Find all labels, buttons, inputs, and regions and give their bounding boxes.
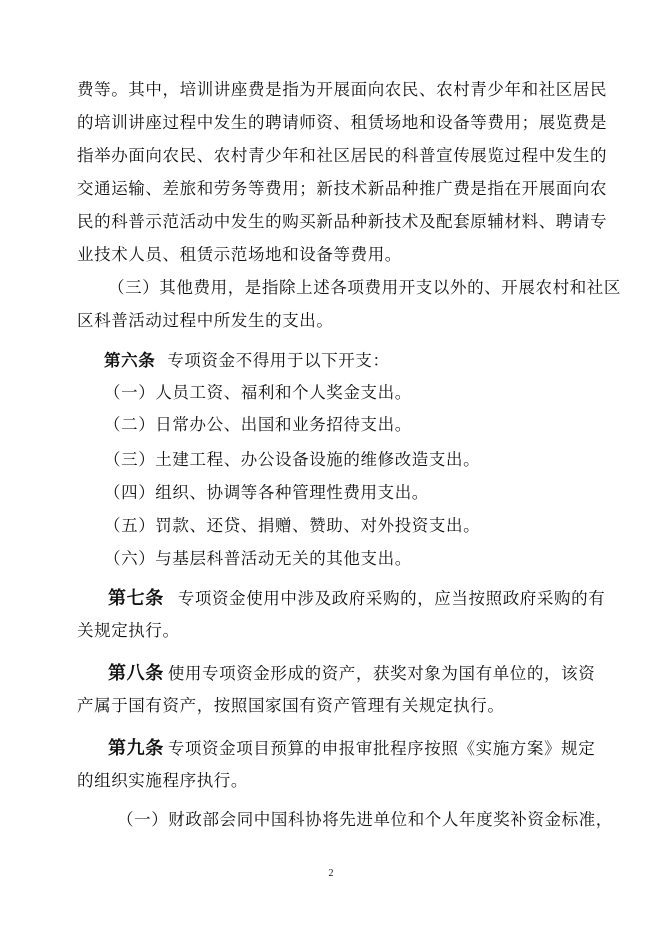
article-8-heading	[108, 659, 595, 685]
article-label: 第八条	[108, 663, 164, 684]
list-item: （三）土建工程、办公设备设施的维修改造支出。	[104, 450, 481, 469]
list-item: （五）罚款、还贷、捐赠、赞助、对外投资支出。	[104, 516, 481, 535]
paragraph-line: 交通运输、差旅和劳务等费用；新技术新品种推广费是指在开展面向农	[77, 179, 608, 198]
list-item: （二）日常办公、出国和业务招待支出。	[104, 415, 412, 434]
paragraph-line: 民的科普示范活动中发生的购买新品种新技术及配套原辅材料、聘请专	[77, 212, 608, 231]
article-text: 使用专项资金形成的资产，获奖对象为国有单位的，该资	[167, 664, 596, 683]
paragraph-line: 指举办面向农民、农村青少年和社区居民的科普宣传展览过程中发生的	[77, 146, 608, 165]
paragraph-line: 业技术人员、租赁示范场地和设备等费用。	[77, 245, 402, 264]
article-9-heading	[108, 734, 595, 760]
paragraph-line: 的培训讲座过程中发生的聘请师资、租赁场地和设备等费用；展览费是	[77, 113, 608, 132]
list-item: （六）与基层科普活动无关的其他支出。	[104, 549, 412, 568]
list-item: （四）组织、协调等各种管理性费用支出。	[104, 483, 429, 502]
paragraph-line: 产属于国有资产，按照国家国有资产管理有关规定执行。	[77, 696, 505, 715]
paragraph-line: 费等。其中，培训讲座费是指为开展面向农民、农村青少年和社区居民	[77, 80, 608, 99]
paragraph-line: （三）其他费用，是指除上述各项费用开支以外的、开展农村和社区	[108, 278, 621, 297]
article-label: 第六条	[104, 351, 156, 370]
article-6-heading	[104, 347, 390, 371]
paragraph-line: 区科普活动过程中所发生的支出。	[77, 311, 334, 330]
article-text: 专项资金使用中涉及政府采购的，应当按照政府采购的有	[177, 589, 606, 608]
list-item: （一）人员工资、福利和个人奖金支出。	[104, 383, 412, 402]
article-7-heading	[108, 584, 605, 610]
paragraph-line: 的组织实施程序执行。	[77, 771, 248, 790]
paragraph-line: 关规定执行。	[77, 621, 180, 640]
article-text: 专项资金项目预算的申报审批程序按照《实施方案》规定	[167, 739, 596, 758]
article-label: 第七条	[108, 588, 164, 609]
article-text: 专项资金不得用于以下开支：	[167, 351, 390, 370]
page-number: 2	[328, 868, 334, 879]
paragraph-line: （一）财政部会同中国科协将先进单位和个人年度奖补资金标准，	[117, 810, 613, 829]
article-label: 第九条	[108, 738, 164, 759]
